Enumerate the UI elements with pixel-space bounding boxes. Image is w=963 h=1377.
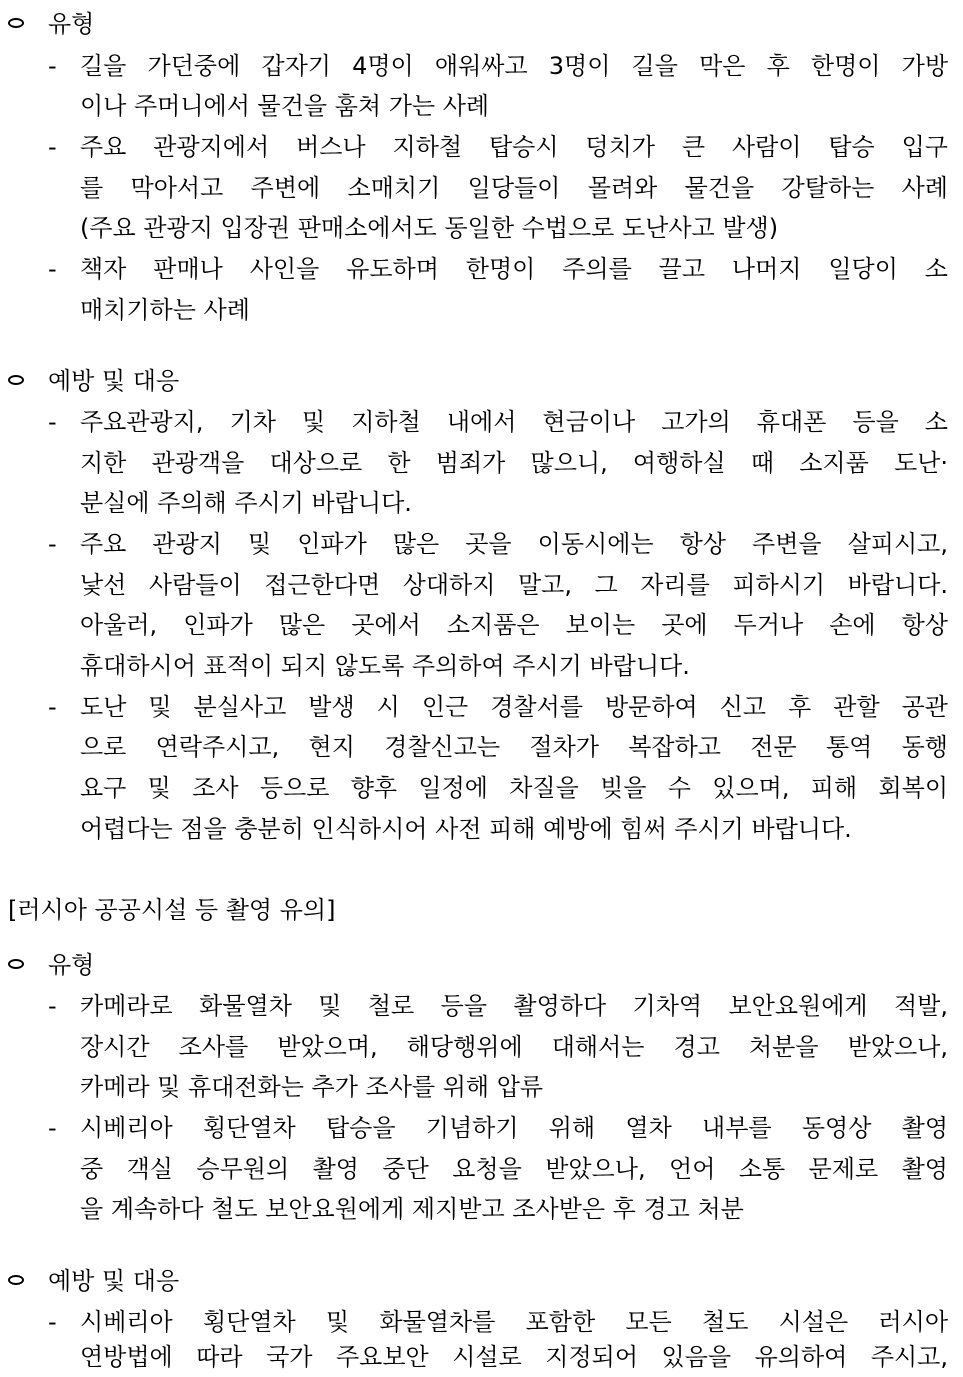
text-line: 주요 관광지 및 인파가 많은 곳을 이동시에는 항상 주변을 살피시고, bbox=[80, 530, 948, 558]
dash-icon: - bbox=[48, 530, 57, 558]
text-line: 요구 및 조사 등으로 향후 일정에 차질을 빚을 수 있으며, 피해 회복이 bbox=[80, 774, 948, 802]
dash-icon: - bbox=[48, 52, 57, 80]
text-line: 낯선 사람들이 접근한다면 상대하지 말고, 그 자리를 피하시기 바랍니다. bbox=[80, 571, 948, 599]
text-line: 분실에 주의해 주시기 바랍니다. bbox=[80, 489, 412, 517]
section-title: [러시아 공공시설 등 촬영 유의] bbox=[8, 896, 336, 924]
text-line: 이나 주머니에서 물건을 훔쳐 가는 사례 bbox=[80, 92, 490, 120]
text-line: 어렵다는 점을 충분히 인식하시어 사전 피해 예방에 힘써 주시기 바랍니다. bbox=[80, 815, 852, 843]
text-line: 카메라 및 휴대전화는 추가 조사를 위해 압류 bbox=[80, 1073, 544, 1101]
text-line: 도난 및 분실사고 발생 시 인근 경찰서를 방문하여 신고 후 관할 공관 bbox=[80, 693, 948, 721]
text-line: 으로 연락주시고, 현지 경찰신고는 절차가 복잡하고 전문 통역 동행 bbox=[80, 733, 948, 761]
dash-icon: - bbox=[48, 1308, 57, 1336]
text-line: 휴대하시어 표적이 되지 않도록 주의하여 주시기 바랍니다. bbox=[80, 652, 690, 680]
text-line: 시베리아 횡단열차 탑승을 기념하기 위해 열차 내부를 동영상 촬영 bbox=[80, 1114, 948, 1142]
dash-icon: - bbox=[48, 133, 57, 161]
dash-icon: - bbox=[48, 992, 57, 1020]
dash-icon: - bbox=[48, 693, 57, 721]
text-line: 지한 관광객을 대상으로 한 범죄가 많으니, 여행하실 때 소지품 도난· bbox=[80, 449, 948, 477]
section-heading: 예방 및 대응 bbox=[48, 1267, 180, 1295]
text-line: 길을 가던중에 갑자기 4명이 애워싸고 3명이 길을 막은 후 한명이 가방 bbox=[80, 52, 948, 80]
text-line: 주요관광지, 기차 및 지하철 내에서 현금이나 고가의 휴대폰 등을 소 bbox=[80, 408, 948, 436]
text-line: 책자 판매나 사인을 유도하며 한명이 주의를 끌고 나머지 일당이 소 bbox=[80, 255, 948, 283]
bullet-circle-icon bbox=[8, 1261, 48, 1301]
text-line: 시베리아 횡단열차 및 화물열차를 포함한 모든 철도 시설은 러시아 bbox=[80, 1308, 948, 1336]
text-line: 주요 관광지에서 버스나 지하철 탑승시 덩치가 큰 사람이 탑승 입구 bbox=[80, 133, 948, 161]
bullet-circle-icon bbox=[8, 361, 48, 401]
section-heading: 유형 bbox=[48, 10, 95, 38]
text-line: 를 막아서고 주변에 소매치기 일당들이 몰려와 물건을 강탈하는 사례 bbox=[80, 174, 948, 202]
text-line: (주요 관광지 입장권 판매소에서도 동일한 수법으로 도난사고 발생) bbox=[80, 214, 779, 242]
dash-icon: - bbox=[48, 408, 57, 436]
text-line: 을 계속하다 철도 보안요원에게 제지받고 조사받은 후 경고 처분 bbox=[80, 1195, 744, 1223]
bullet-circle-icon bbox=[8, 4, 48, 44]
text-line: 장시간 조사를 받았으며, 해당행위에 대해서는 경고 처분을 받았으나, bbox=[80, 1033, 948, 1061]
bullet-circle-icon bbox=[8, 945, 48, 985]
text-line: 카메라로 화물열차 및 철로 등을 촬영하다 기차역 보안요원에게 적발, bbox=[80, 992, 948, 1020]
dash-icon: - bbox=[48, 1114, 57, 1142]
section-heading: 유형 bbox=[48, 951, 95, 979]
text-line: 아울러, 인파가 많은 곳에서 소지품은 보이는 곳에 두거나 손에 항상 bbox=[80, 611, 948, 639]
text-line: 중 객실 승무원의 촬영 중단 요청을 받았으나, 언어 소통 문제로 촬영 bbox=[80, 1155, 948, 1183]
section-heading: 예방 및 대응 bbox=[48, 367, 180, 395]
dash-icon: - bbox=[48, 255, 57, 283]
text-line: 매치기하는 사례 bbox=[80, 296, 250, 324]
text-line: 연방법에 따라 국가 주요보안 시설로 지정되어 있음을 유의하여 주시고, bbox=[80, 1343, 948, 1371]
